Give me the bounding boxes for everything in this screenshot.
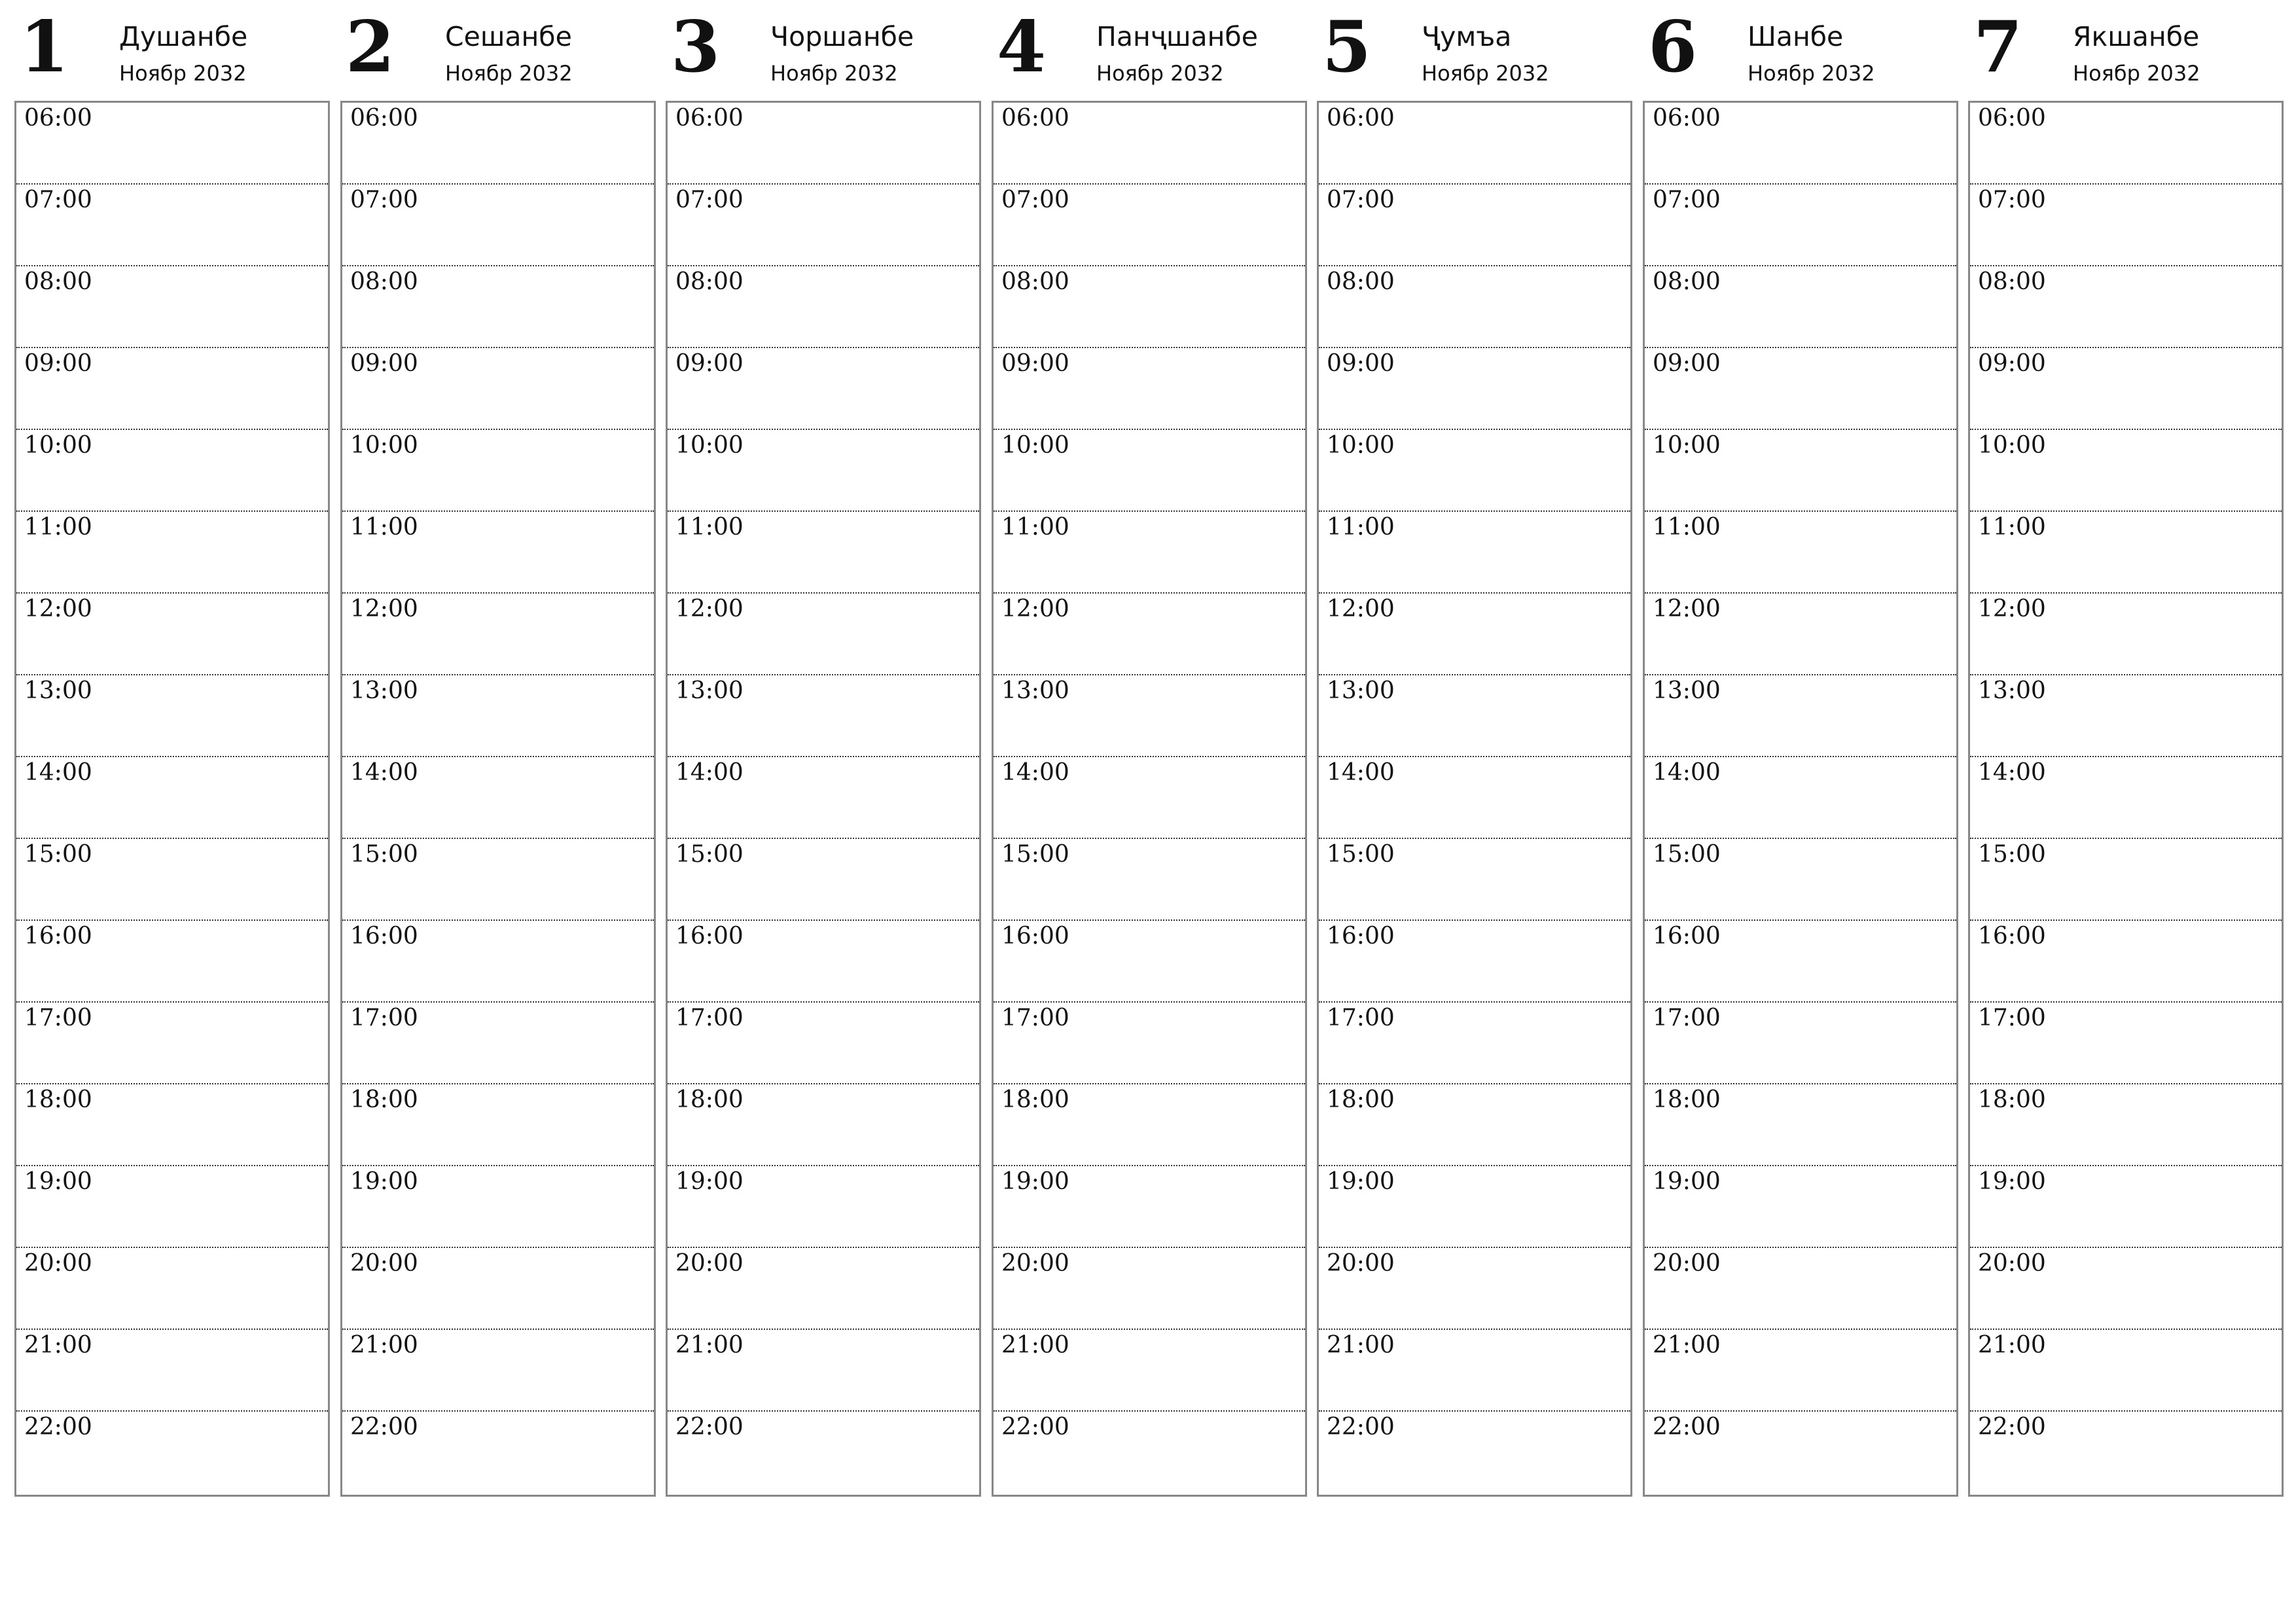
time-label: 08:00: [1653, 268, 1721, 295]
time-slot[interactable]: [1970, 430, 2282, 512]
day-name: Панҷшанбе: [1096, 21, 1258, 52]
time-slot[interactable]: [342, 266, 654, 348]
time-slot[interactable]: [342, 839, 654, 921]
time-label: 22:00: [350, 1414, 418, 1440]
time-slot[interactable]: [668, 1084, 979, 1166]
time-label: 21:00: [1001, 1332, 1069, 1359]
time-label: 15:00: [1653, 841, 1721, 868]
time-label: 18:00: [1327, 1086, 1395, 1113]
time-slot[interactable]: [342, 430, 654, 512]
time-slot[interactable]: [994, 185, 1305, 266]
time-label: 17:00: [1327, 1005, 1395, 1031]
time-label: 20:00: [1978, 1250, 2046, 1277]
time-label: 18:00: [350, 1086, 418, 1113]
day-number: 4: [997, 6, 1047, 88]
time-slot[interactable]: [342, 594, 654, 675]
time-label: 09:00: [1978, 350, 2046, 377]
time-label: 19:00: [1978, 1168, 2046, 1195]
time-label: 19:00: [1653, 1168, 1721, 1195]
time-label: 10:00: [24, 432, 92, 459]
time-slot[interactable]: [342, 348, 654, 430]
time-slot[interactable]: [342, 1084, 654, 1166]
time-label: 21:00: [24, 1332, 92, 1359]
time-label: 16:00: [1978, 923, 2046, 950]
day-schedule-box: [666, 101, 981, 1497]
time-label: 16:00: [24, 923, 92, 950]
time-label: 06:00: [675, 105, 744, 132]
time-slot[interactable]: [342, 1166, 654, 1248]
time-slot[interactable]: [1970, 1248, 2282, 1330]
time-label: 14:00: [1327, 759, 1395, 786]
time-slot[interactable]: [1645, 675, 1956, 757]
time-slot[interactable]: [1970, 1003, 2282, 1084]
time-label: 14:00: [24, 759, 92, 786]
day-name: Сешанбе: [445, 21, 572, 52]
time-label: 10:00: [1978, 432, 2046, 459]
time-slot[interactable]: [1970, 103, 2282, 185]
time-slot[interactable]: [1319, 839, 1630, 921]
time-label: 18:00: [24, 1086, 92, 1113]
time-slot[interactable]: [1319, 512, 1630, 594]
time-label: 20:00: [350, 1250, 418, 1277]
time-slot[interactable]: [16, 1248, 328, 1330]
time-slot[interactable]: [994, 1166, 1305, 1248]
time-slot[interactable]: [994, 266, 1305, 348]
time-slot[interactable]: [16, 266, 328, 348]
time-label: 09:00: [1653, 350, 1721, 377]
day-header: [1643, 0, 1957, 98]
time-slot[interactable]: [1645, 1084, 1956, 1166]
time-slot[interactable]: [1319, 594, 1630, 675]
time-label: 11:00: [1001, 514, 1069, 541]
time-slot[interactable]: [668, 348, 979, 430]
time-label: 20:00: [1653, 1250, 1721, 1277]
time-label: 21:00: [1653, 1332, 1721, 1359]
time-label: 07:00: [1001, 187, 1069, 213]
day-name: Якшанбе: [2073, 21, 2200, 52]
day-header: [1968, 0, 2282, 98]
time-label: 20:00: [1327, 1250, 1395, 1277]
time-slot[interactable]: [16, 1003, 328, 1084]
time-label: 20:00: [675, 1250, 744, 1277]
time-slot[interactable]: [342, 1248, 654, 1330]
time-slot[interactable]: [994, 1330, 1305, 1412]
time-label: 13:00: [24, 677, 92, 704]
time-label: 19:00: [1001, 1168, 1069, 1195]
time-label: 07:00: [350, 187, 418, 213]
time-slot[interactable]: [1319, 1248, 1630, 1330]
time-label: 12:00: [675, 596, 744, 622]
time-label: 12:00: [24, 596, 92, 622]
time-slot[interactable]: [1970, 348, 2282, 430]
time-label: 06:00: [24, 105, 92, 132]
day-header: [1317, 0, 1631, 98]
time-slot[interactable]: [1645, 185, 1956, 266]
time-label: 11:00: [1653, 514, 1721, 541]
time-label: 13:00: [1327, 677, 1395, 704]
day-number: 7: [1973, 6, 2023, 88]
time-slot[interactable]: [668, 266, 979, 348]
time-label: 14:00: [1978, 759, 2046, 786]
day-header: [340, 0, 655, 98]
time-label: 06:00: [1327, 105, 1395, 132]
time-slot[interactable]: [1970, 839, 2282, 921]
time-label: 11:00: [1327, 514, 1395, 541]
time-label: 10:00: [350, 432, 418, 459]
day-month: Ноябр 2032: [1096, 61, 1224, 86]
time-slot[interactable]: [994, 1003, 1305, 1084]
time-slot[interactable]: [342, 1412, 654, 1493]
day-number: 6: [1648, 6, 1698, 88]
time-label: 19:00: [350, 1168, 418, 1195]
time-slot[interactable]: [342, 1003, 654, 1084]
time-label: 20:00: [1001, 1250, 1069, 1277]
time-label: 07:00: [675, 187, 744, 213]
time-slot[interactable]: [668, 512, 979, 594]
time-label: 11:00: [24, 514, 92, 541]
day-header: [14, 0, 329, 98]
time-label: 17:00: [1978, 1005, 2046, 1031]
time-slot[interactable]: [16, 430, 328, 512]
time-slot[interactable]: [1970, 266, 2282, 348]
day-month: Ноябр 2032: [1422, 61, 1549, 86]
time-label: 06:00: [350, 105, 418, 132]
time-slot[interactable]: [16, 1412, 328, 1493]
time-slot[interactable]: [1645, 839, 1956, 921]
time-slot[interactable]: [1970, 1330, 2282, 1412]
time-label: 17:00: [675, 1005, 744, 1031]
time-slot[interactable]: [668, 430, 979, 512]
time-label: 17:00: [1001, 1005, 1069, 1031]
time-slot[interactable]: [16, 1166, 328, 1248]
time-label: 07:00: [1978, 187, 2046, 213]
day-schedule-box: [1968, 101, 2284, 1497]
time-slot[interactable]: [1970, 1084, 2282, 1166]
time-slot[interactable]: [16, 594, 328, 675]
time-slot[interactable]: [16, 839, 328, 921]
time-slot[interactable]: [1970, 675, 2282, 757]
time-slot[interactable]: [16, 757, 328, 839]
time-label: 21:00: [1978, 1332, 2046, 1359]
day-name: Чоршанбе: [770, 21, 914, 52]
time-label: 07:00: [1653, 187, 1721, 213]
time-slot[interactable]: [668, 594, 979, 675]
time-slot[interactable]: [668, 1003, 979, 1084]
time-label: 15:00: [1327, 841, 1395, 868]
time-label: 10:00: [1653, 432, 1721, 459]
time-label: 12:00: [1653, 596, 1721, 622]
time-slot[interactable]: [668, 1166, 979, 1248]
day-number: 5: [1322, 6, 1372, 88]
time-label: 11:00: [350, 514, 418, 541]
time-slot[interactable]: [16, 1330, 328, 1412]
time-slot[interactable]: [1319, 1003, 1630, 1084]
day-schedule-box: [992, 101, 1307, 1497]
day-header: [992, 0, 1306, 98]
day-month: Ноябр 2032: [2073, 61, 2200, 86]
time-slot[interactable]: [668, 757, 979, 839]
time-label: 21:00: [1327, 1332, 1395, 1359]
time-slot[interactable]: [994, 757, 1305, 839]
time-label: 13:00: [350, 677, 418, 704]
time-slot[interactable]: [668, 921, 979, 1003]
time-slot[interactable]: [1645, 594, 1956, 675]
time-label: 17:00: [350, 1005, 418, 1031]
time-slot[interactable]: [1319, 757, 1630, 839]
time-slot[interactable]: [1645, 266, 1956, 348]
time-label: 14:00: [350, 759, 418, 786]
day-month: Ноябр 2032: [1748, 61, 1875, 86]
time-slot[interactable]: [668, 1412, 979, 1493]
time-slot[interactable]: [1319, 103, 1630, 185]
time-label: 08:00: [1978, 268, 2046, 295]
day-schedule-box: [1643, 101, 1958, 1497]
time-slot[interactable]: [1319, 266, 1630, 348]
day-name: Шанбе: [1748, 21, 1844, 52]
time-label: 15:00: [1978, 841, 2046, 868]
time-label: 16:00: [1327, 923, 1395, 950]
time-slot[interactable]: [1319, 921, 1630, 1003]
day-name: Ҷумъа: [1422, 21, 1512, 52]
time-slot[interactable]: [1970, 757, 2282, 839]
time-label: 16:00: [350, 923, 418, 950]
time-label: 14:00: [675, 759, 744, 786]
time-slot[interactable]: [1319, 185, 1630, 266]
time-label: 14:00: [1653, 759, 1721, 786]
time-label: 18:00: [675, 1086, 744, 1113]
time-slot[interactable]: [1645, 1330, 1956, 1412]
time-label: 09:00: [24, 350, 92, 377]
time-label: 09:00: [1001, 350, 1069, 377]
time-slot[interactable]: [342, 675, 654, 757]
time-label: 15:00: [24, 841, 92, 868]
time-slot[interactable]: [994, 1084, 1305, 1166]
time-slot[interactable]: [668, 675, 979, 757]
time-label: 22:00: [1327, 1414, 1395, 1440]
time-slot[interactable]: [16, 512, 328, 594]
time-label: 08:00: [24, 268, 92, 295]
time-label: 22:00: [1978, 1414, 2046, 1440]
day-number: 1: [20, 6, 69, 88]
time-label: 06:00: [1978, 105, 2046, 132]
time-slot[interactable]: [342, 512, 654, 594]
time-slot[interactable]: [1319, 1084, 1630, 1166]
day-header: [666, 0, 980, 98]
time-label: 19:00: [1327, 1168, 1395, 1195]
time-label: 21:00: [675, 1332, 744, 1359]
time-label: 13:00: [675, 677, 744, 704]
time-label: 15:00: [1001, 841, 1069, 868]
time-slot[interactable]: [994, 921, 1305, 1003]
time-label: 22:00: [1653, 1414, 1721, 1440]
time-label: 09:00: [350, 350, 418, 377]
time-label: 11:00: [675, 514, 744, 541]
time-slot[interactable]: [994, 103, 1305, 185]
time-slot[interactable]: [1645, 1248, 1956, 1330]
time-slot[interactable]: [1645, 921, 1956, 1003]
time-slot[interactable]: [1970, 594, 2282, 675]
day-month: Ноябр 2032: [770, 61, 898, 86]
time-label: 13:00: [1653, 677, 1721, 704]
time-label: 06:00: [1653, 105, 1721, 132]
time-slot[interactable]: [1645, 430, 1956, 512]
time-label: 14:00: [1001, 759, 1069, 786]
time-slot[interactable]: [668, 185, 979, 266]
time-slot[interactable]: [1970, 512, 2282, 594]
time-slot[interactable]: [1645, 757, 1956, 839]
time-slot[interactable]: [994, 1412, 1305, 1493]
time-slot[interactable]: [1645, 348, 1956, 430]
day-number: 3: [671, 6, 721, 88]
time-slot[interactable]: [1319, 430, 1630, 512]
time-slot[interactable]: [342, 1330, 654, 1412]
time-slot[interactable]: [1970, 185, 2282, 266]
time-label: 15:00: [350, 841, 418, 868]
time-label: 21:00: [350, 1332, 418, 1359]
time-label: 12:00: [350, 596, 418, 622]
time-label: 10:00: [1001, 432, 1069, 459]
time-label: 10:00: [1327, 432, 1395, 459]
time-label: 08:00: [1327, 268, 1395, 295]
day-schedule-box: [340, 101, 656, 1497]
time-label: 08:00: [675, 268, 744, 295]
time-slot[interactable]: [1319, 675, 1630, 757]
time-label: 18:00: [1653, 1086, 1721, 1113]
time-label: 19:00: [24, 1168, 92, 1195]
time-label: 19:00: [675, 1168, 744, 1195]
time-slot[interactable]: [994, 594, 1305, 675]
time-label: 09:00: [675, 350, 744, 377]
time-slot[interactable]: [668, 1330, 979, 1412]
time-label: 16:00: [1653, 923, 1721, 950]
time-label: 22:00: [1001, 1414, 1069, 1440]
time-label: 11:00: [1978, 514, 2046, 541]
time-label: 15:00: [675, 841, 744, 868]
time-label: 12:00: [1978, 596, 2046, 622]
time-label: 06:00: [1001, 105, 1069, 132]
time-label: 17:00: [24, 1005, 92, 1031]
time-slot[interactable]: [668, 1248, 979, 1330]
time-slot[interactable]: [16, 103, 328, 185]
time-label: 12:00: [1001, 596, 1069, 622]
time-slot[interactable]: [342, 103, 654, 185]
time-label: 22:00: [24, 1414, 92, 1440]
time-slot[interactable]: [16, 921, 328, 1003]
time-slot[interactable]: [342, 757, 654, 839]
time-slot[interactable]: [1645, 103, 1956, 185]
time-slot[interactable]: [1970, 1166, 2282, 1248]
time-slot[interactable]: [1319, 1166, 1630, 1248]
time-slot[interactable]: [1319, 1330, 1630, 1412]
time-slot[interactable]: [994, 675, 1305, 757]
time-slot[interactable]: [668, 103, 979, 185]
time-slot[interactable]: [1970, 921, 2282, 1003]
time-slot[interactable]: [994, 348, 1305, 430]
time-slot[interactable]: [1645, 1166, 1956, 1248]
time-label: 16:00: [675, 923, 744, 950]
time-label: 18:00: [1978, 1086, 2046, 1113]
day-month: Ноябр 2032: [445, 61, 573, 86]
time-slot[interactable]: [1319, 1412, 1630, 1493]
time-label: 10:00: [675, 432, 744, 459]
time-slot[interactable]: [994, 1248, 1305, 1330]
time-slot[interactable]: [994, 839, 1305, 921]
day-name: Душанбе: [119, 21, 248, 52]
day-schedule-box: [14, 101, 330, 1497]
time-label: 22:00: [675, 1414, 744, 1440]
time-slot[interactable]: [342, 921, 654, 1003]
time-slot[interactable]: [994, 512, 1305, 594]
time-label: 13:00: [1978, 677, 2046, 704]
day-schedule-box: [1317, 101, 1632, 1497]
time-slot[interactable]: [1645, 1003, 1956, 1084]
time-label: 08:00: [1001, 268, 1069, 295]
day-month: Ноябр 2032: [119, 61, 247, 86]
time-label: 18:00: [1001, 1086, 1069, 1113]
time-slot[interactable]: [342, 185, 654, 266]
time-slot[interactable]: [994, 430, 1305, 512]
time-label: 08:00: [350, 268, 418, 295]
time-slot[interactable]: [16, 1084, 328, 1166]
time-slot[interactable]: [1970, 1412, 2282, 1493]
time-slot[interactable]: [668, 839, 979, 921]
time-slot[interactable]: [1319, 348, 1630, 430]
time-label: 16:00: [1001, 923, 1069, 950]
time-label: 20:00: [24, 1250, 92, 1277]
time-slot[interactable]: [16, 185, 328, 266]
time-slot[interactable]: [16, 348, 328, 430]
day-number: 2: [346, 6, 395, 88]
time-label: 13:00: [1001, 677, 1069, 704]
time-slot[interactable]: [1645, 1412, 1956, 1493]
time-label: 17:00: [1653, 1005, 1721, 1031]
time-slot[interactable]: [1645, 512, 1956, 594]
time-slot[interactable]: [16, 675, 328, 757]
time-label: 07:00: [1327, 187, 1395, 213]
time-label: 07:00: [24, 187, 92, 213]
time-label: 12:00: [1327, 596, 1395, 622]
time-label: 09:00: [1327, 350, 1395, 377]
